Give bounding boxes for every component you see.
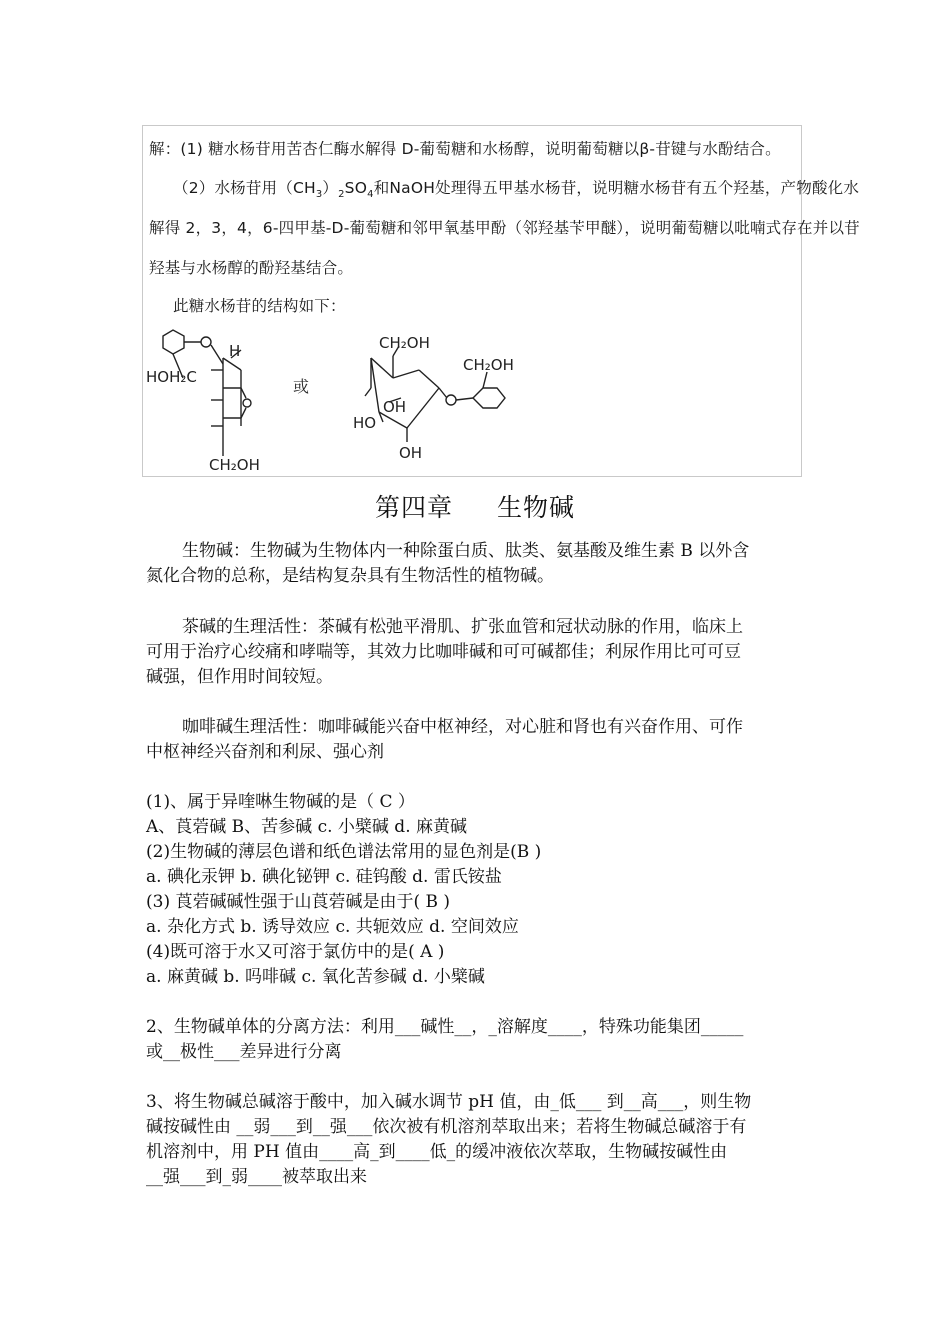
solution-line-4: 羟基与水杨醇的酚羟基结合。 (149, 259, 354, 277)
label-ch2oh-left-bottom: CH₂OH (209, 456, 260, 474)
chapter-name: 生物碱 (497, 493, 576, 522)
label-ch2oh-top: CH₂OH (379, 334, 430, 352)
theophylline-line-3: 碱强，但作用时间较短。 (146, 667, 333, 687)
label-oh-mid: OH (383, 398, 407, 416)
alkaloid-definition-line-1: 生物碱：生物碱为生物体内一种除蛋白质、肽类、氨基酸及维生素 B 以外含 (182, 541, 750, 561)
caffeine-line-1: 咖啡碱生理活性：咖啡碱能兴奋中枢神经，对心脏和肾也有兴奋作用、可作 (182, 717, 743, 737)
alkaloid-definition-line-2: 氮化合物的总称，是结构复杂具有生物活性的植物碱。 (146, 566, 554, 586)
question-1: (1)、属于异喹啉生物碱的是（ C ） (146, 792, 415, 812)
fill-question-2-line-1: 2、生物碱单体的分离方法：利用___碱性__，_溶解度____，特殊功能集团_____ (146, 1017, 744, 1037)
question-4: (4)既可溶于水又可溶于氯仿中的是( A ) (146, 942, 445, 962)
solution-screenshot (142, 125, 860, 477)
question-4-options: a. 麻黄碱 b. 吗啡碱 c. 氧化苦参碱 d. 小檗碱 (146, 967, 485, 987)
label-ho-left: HO (353, 414, 377, 432)
solution-line-2: （2）水杨苷用$(CH_3)_2SO_4$和NaOH处理得五甲基水杨苷，说明糖水杨苷有五个羟基，产物酸化水 (173, 179, 860, 201)
solution-line-3: 解得 2，3，4，6-四甲基-D-葡萄糖和邻甲氧基甲酚（邻羟基苄甲醚），说明葡萄糖以吡喃式存在并以苷 (149, 219, 860, 237)
chapter-title (0, 488, 950, 524)
question-3-options: a. 杂化方式 b. 诱导效应 c. 共轭效应 d. 空间效应 (146, 917, 519, 937)
chapter-number: 第四章 (374, 493, 453, 522)
label-oh-bottom: OH (399, 444, 423, 462)
benzene-ring-right (473, 388, 505, 408)
salicin-structure-diagram (143, 126, 803, 478)
solution-line-1: 解：(1) 糖水杨苷用苦杏仁酶水解得 D-葡萄糖和水杨醇，说明葡萄糖以β-苷键与水酚结合。 (149, 140, 781, 158)
solution-line-5: 此糖水杨苷的结构如下： (173, 297, 346, 315)
fill-question-3-line-4: __强___到_弱____被萃取出来 (146, 1167, 367, 1187)
theophylline-line-2: 可用于治疗心绞痛和哮喘等，其效力比咖啡碱和可可碱都佳；利尿作用比可可豆 (146, 642, 741, 662)
label-ch2oh-right: CH₂OH (463, 356, 514, 374)
theophylline-line-1: 茶碱的生理活性：茶碱有松弛平滑肌、扩张血管和冠状动脉的作用，临床上 (182, 617, 743, 637)
label-or: 或 (293, 377, 310, 396)
fill-question-2-line-2: 或__极性___差异进行分离 (146, 1042, 342, 1062)
question-2: (2)生物碱的薄层色谱和纸色谱法常用的显色剂是(B ) (146, 842, 542, 862)
question-3: (3) 莨菪碱碱性强于山莨菪碱是由于( B ) (146, 892, 451, 912)
label-h: H (229, 342, 241, 360)
label-hoh2c: HOH₂C (146, 368, 197, 386)
fill-question-3-line-2: 碱按碱性由 __弱___到__强___依次被有机溶剂萃取出来；若将生物碱总碱溶于有 (146, 1117, 747, 1137)
benzene-ring-left (163, 330, 184, 354)
question-2-options: a. 碘化汞钾 b. 碘化铋钾 c. 硅钨酸 d. 雷氏铵盐 (146, 867, 502, 887)
fill-question-3-line-3: 机溶剂中，用 PH 值由____高_到____低_的缓冲液依次萃取，生物碱按碱性由 (146, 1142, 728, 1162)
caffeine-line-2: 中枢神经兴奋剂和利尿、强心剂 (146, 742, 384, 762)
fill-question-3-line-1: 3、将生物碱总碱溶于酸中，加入碱水调节 pH 值，由_低___ 到__高___，则生物 (146, 1092, 752, 1112)
question-1-options: A、莨菪碱 B、苦参碱 c. 小檗碱 d. 麻黄碱 (146, 817, 467, 837)
